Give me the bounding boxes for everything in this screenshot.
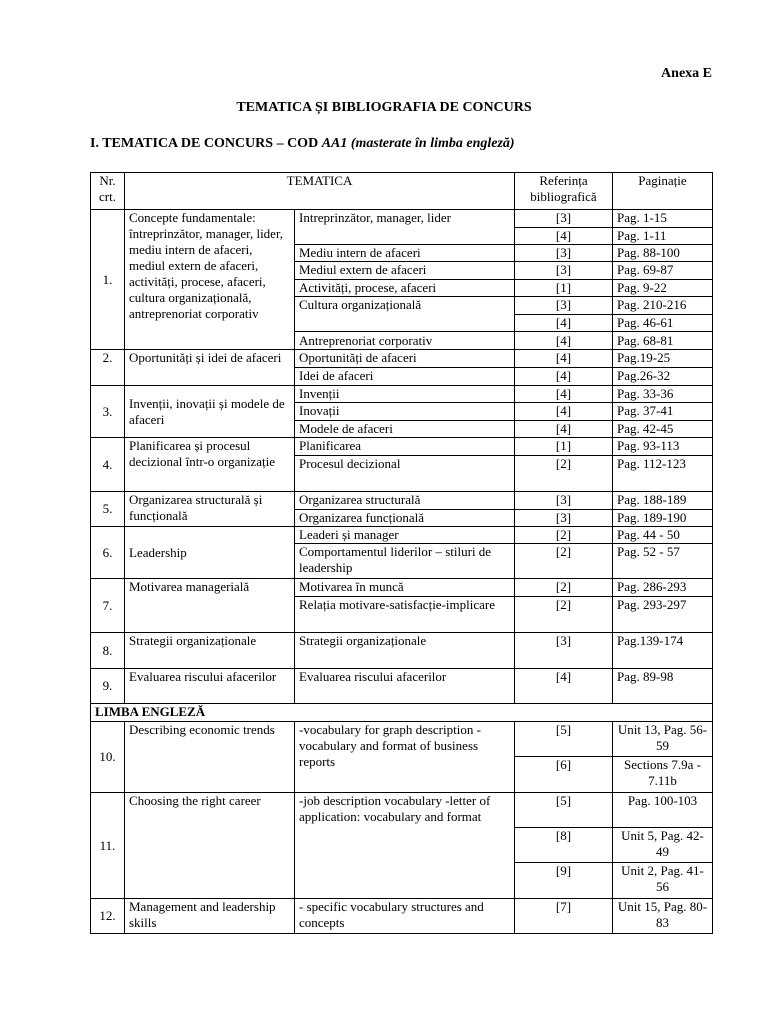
subtitle-code: AA1 (321, 136, 348, 151)
page-cell: Sections 7.9a - 7.11b (613, 757, 713, 793)
subtopic-cell: -vocabulary for graph description -vocabulary and format of business reports (295, 722, 515, 793)
ref-cell: [3] (515, 297, 613, 315)
subtopic-cell: Leaderi și manager (295, 527, 515, 544)
page-cell: Pag. 68-81 (613, 332, 713, 350)
ref-cell: [4] (515, 403, 613, 421)
page-cell: Pag. 286-293 (613, 579, 713, 597)
topic-cell: Evaluarea riscului afacerilor (125, 669, 295, 704)
subtopic-cell: Organizarea funcțională (295, 510, 515, 527)
header-tematica: TEMATICA (125, 173, 515, 210)
page-cell: Pag. 188-189 (613, 492, 713, 510)
row-number: 8. (91, 633, 125, 669)
section-label: LIMBA ENGLEZĂ (91, 704, 713, 722)
subtopic-cell: Motivarea în muncă (295, 579, 515, 597)
ref-cell: [9] (515, 863, 613, 899)
page-cell: Pag. 112-123 (613, 456, 713, 492)
topic-cell: Concepte fundamentale: întreprinzător, manager, lider, mediu intern de afaceri, mediul extern de afaceri, activități, procese, afaceri, cultura organizațională, antreprenoriat corporativ (125, 210, 295, 350)
ref-cell: [3] (515, 210, 613, 228)
ref-cell: [4] (515, 421, 613, 438)
page-cell: Pag. 293-297 (613, 597, 713, 633)
page-cell: Pag. 88-100 (613, 245, 713, 262)
subtopic-cell: Relația motivare-satisfacție-implicare (295, 597, 515, 633)
subtopic-cell: Cultura organizațională (295, 297, 515, 332)
subtopic-cell: Idei de afaceri (295, 368, 515, 386)
ref-cell: [4] (515, 315, 613, 332)
page-cell: Pag. 89-98 (613, 669, 713, 704)
page-cell: Pag.26-32 (613, 368, 713, 386)
header-nr: Nr. crt. (91, 173, 125, 210)
ref-cell: [5] (515, 793, 613, 828)
ref-cell: [1] (515, 280, 613, 297)
page-cell: Pag. 210-216 (613, 297, 713, 315)
row-number: 12. (91, 899, 125, 934)
ref-cell: [4] (515, 228, 613, 245)
page-title: TEMATICA ȘI BIBLIOGRAFIA DE CONCURS (236, 100, 532, 115)
ref-cell: [8] (515, 828, 613, 863)
subtopic-cell: Strategii organizaționale (295, 633, 515, 669)
page-cell: Pag. 42-45 (613, 421, 713, 438)
section-subtitle (90, 136, 515, 152)
subtitle-note: (masterate în limba engleză) (347, 136, 515, 151)
ref-cell: [6] (515, 757, 613, 793)
ref-cell: [4] (515, 332, 613, 350)
row-number: 2. (91, 350, 125, 386)
header-pag: Paginație (613, 173, 713, 210)
topic-cell: Invenții, inovații și modele de afaceri (125, 386, 295, 438)
subtopic-cell: Inovații (295, 403, 515, 421)
page-cell: Pag. 1-15 (613, 210, 713, 228)
page-cell: Pag. 37-41 (613, 403, 713, 421)
topic-cell: Strategii organizaționale (125, 633, 295, 669)
page-cell: Pag. 52 - 57 (613, 544, 713, 579)
row-number: 6. (91, 527, 125, 579)
page-cell: Pag. 100-103 (613, 793, 713, 828)
page-cell: Pag. 69-87 (613, 262, 713, 280)
topic-cell: Oportunități și idei de afaceri (125, 350, 295, 386)
ref-cell: [2] (515, 544, 613, 579)
subtopic-cell: Evaluarea riscului afacerilor (295, 669, 515, 704)
subtopic-cell: Mediul extern de afaceri (295, 262, 515, 280)
row-number: 4. (91, 438, 125, 492)
page-cell: Unit 15, Pag. 80-83 (613, 899, 713, 934)
subtopic-cell: - specific vocabulary structures and concepts (295, 899, 515, 934)
row-number: 10. (91, 722, 125, 793)
ref-cell: [2] (515, 597, 613, 633)
row-number: 1. (91, 210, 125, 350)
subtopic-cell: Antreprenoriat corporativ (295, 332, 515, 350)
ref-cell: [3] (515, 633, 613, 669)
ref-cell: [2] (515, 527, 613, 544)
ref-cell: [4] (515, 368, 613, 386)
subtopic-cell: Activități, procese, afaceri (295, 280, 515, 297)
ref-cell: [4] (515, 350, 613, 368)
row-number: 3. (91, 386, 125, 438)
subtitle-prefix: I. TEMATICA DE CONCURS – COD (90, 136, 322, 151)
ref-cell: [3] (515, 510, 613, 527)
topic-cell: Leadership (125, 527, 295, 579)
ref-cell: [1] (515, 438, 613, 456)
page-cell: Pag.139-174 (613, 633, 713, 669)
ref-cell: [3] (515, 245, 613, 262)
subtopic-cell: Comportamentul liderilor – stiluri de leadership (295, 544, 515, 579)
topic-cell: Describing economic trends (125, 722, 295, 793)
topic-cell: Management and leadership skills (125, 899, 295, 934)
subtopic-cell: Procesul decizional (295, 456, 515, 492)
page-cell: Unit 13, Pag. 56-59 (613, 722, 713, 757)
page-cell: Pag. 1-11 (613, 228, 713, 245)
subtopic-cell: Modele de afaceri (295, 421, 515, 438)
page-cell: Pag. 33-36 (613, 386, 713, 403)
subtopic-cell: Organizarea structurală (295, 492, 515, 510)
topic-cell: Choosing the right career (125, 793, 295, 899)
row-number: 9. (91, 669, 125, 704)
page-cell: Pag.19-25 (613, 350, 713, 368)
page-cell: Pag. 189-190 (613, 510, 713, 527)
subtopic-cell: Intreprinzător, manager, lider (295, 210, 515, 245)
ref-cell: [4] (515, 669, 613, 704)
page-cell: Pag. 46-61 (613, 315, 713, 332)
subtopic-cell: -job description vocabulary -letter of application: vocabulary and format (295, 793, 515, 899)
page-cell: Pag. 9-22 (613, 280, 713, 297)
subtopic-cell: Oportunități de afaceri (295, 350, 515, 368)
annex-label: Anexa E (661, 66, 712, 81)
page-cell: Pag. 44 - 50 (613, 527, 713, 544)
row-number: 5. (91, 492, 125, 527)
subtopic-cell: Mediu intern de afaceri (295, 245, 515, 262)
page-cell: Unit 2, Pag. 41-56 (613, 863, 713, 899)
ref-cell: [5] (515, 722, 613, 757)
subtopic-cell: Invenții (295, 386, 515, 403)
ref-cell: [7] (515, 899, 613, 934)
ref-cell: [3] (515, 262, 613, 280)
ref-cell: [3] (515, 492, 613, 510)
page-cell: Unit 5, Pag. 42-49 (613, 828, 713, 863)
row-number: 7. (91, 579, 125, 633)
row-number: 11. (91, 793, 125, 899)
topics-table (90, 172, 713, 934)
header-ref: Referința bibliografică (515, 173, 613, 210)
topic-cell: Planificarea și procesul decizional într-o organizație (125, 438, 295, 492)
subtopic-cell: Planificarea (295, 438, 515, 456)
ref-cell: [2] (515, 456, 613, 492)
ref-cell: [2] (515, 579, 613, 597)
topic-cell: Organizarea structurală și funcțională (125, 492, 295, 527)
page-cell: Pag. 93-113 (613, 438, 713, 456)
ref-cell: [4] (515, 386, 613, 403)
topic-cell: Motivarea managerială (125, 579, 295, 633)
